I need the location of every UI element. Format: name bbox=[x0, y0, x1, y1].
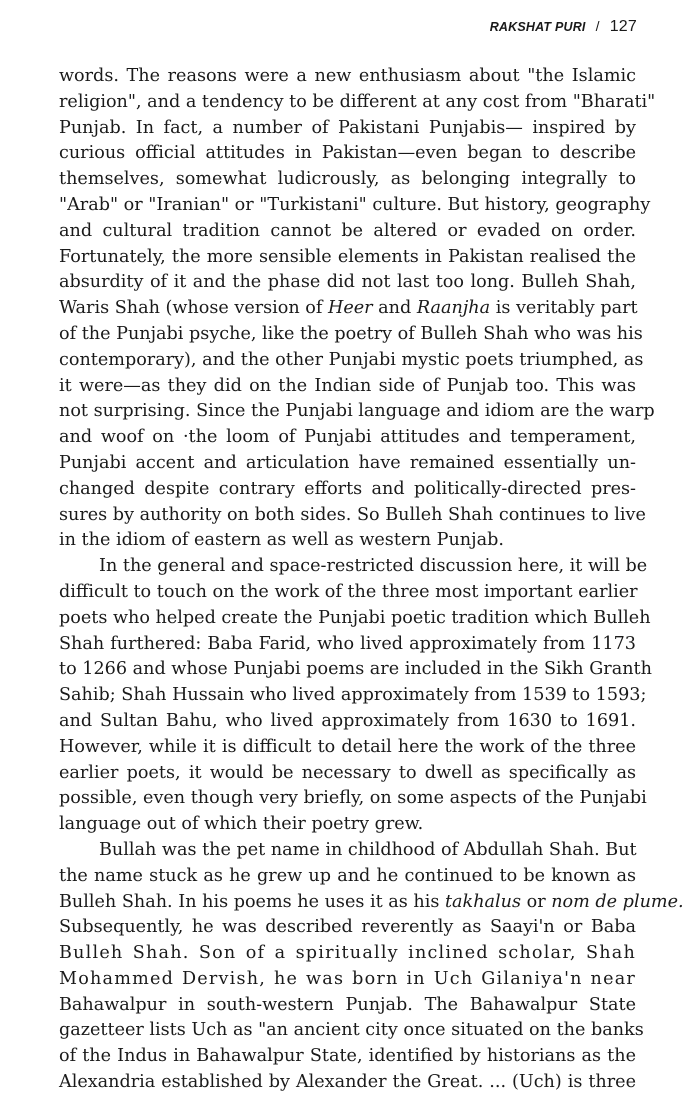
text-line: Alexandria established by Alexander the Great. ... (Uch) is three bbox=[59, 1072, 636, 1093]
text-line: religion", and a tendency to be different at any cost from "Bharati" bbox=[59, 91, 656, 112]
page-number: 127 bbox=[609, 18, 637, 35]
header-separator: / bbox=[595, 18, 600, 34]
paragraph bbox=[59, 554, 652, 838]
text-line: of the Indus in Bahawalpur State, identified by historians as the bbox=[59, 1046, 636, 1067]
text-line: Bulleh Shah. Son of a spiritually inclined scholar, Shah bbox=[59, 943, 636, 964]
text-line: and Sultan Bahu, who lived approximately from 1630 to 1691. bbox=[59, 710, 636, 731]
body-text bbox=[59, 64, 684, 1096]
running-title: RAKSHAT PURI bbox=[489, 20, 586, 34]
paragraph bbox=[59, 64, 656, 554]
text-line: and woof on ·the loom of Punjabi attitudes and temperament, bbox=[59, 427, 636, 448]
text-line: In the general and space-restricted discussion here, it will be bbox=[99, 556, 648, 577]
text-line: Subsequently, he was described reverently as Saayi'n or Baba bbox=[59, 917, 636, 938]
text-line: Waris Shah (whose version of Heer and Raanjha is veritably part bbox=[59, 298, 638, 319]
text-line: contemporary), and the other Punjabi mystic poets triumphed, as bbox=[59, 349, 644, 370]
text-line: Bullah was the pet name in childhood of Abdullah Shah. But bbox=[99, 839, 637, 860]
text-line: poets who helped create the Punjabi poetic tradition which Bulleh bbox=[59, 607, 651, 628]
text-line: Bahawalpur in south-western Punjab. The Bahawalpur State bbox=[59, 994, 636, 1015]
text-line: themselves, somewhat ludicrously, as belonging integrally to bbox=[59, 169, 636, 190]
text-line: However, while it is difficult to detail here the work of the three bbox=[59, 736, 636, 757]
text-line: language out of which their poetry grew. bbox=[59, 814, 424, 835]
text-line: Punjabi accent and articulation have remained essentially un- bbox=[59, 452, 636, 473]
text-line: not surprising. Since the Punjabi language and idiom are the warp bbox=[59, 401, 655, 422]
text-line: of the Punjabi psyche, like the poetry of Bulleh Shah who was his bbox=[59, 323, 643, 344]
text-line: absurdity of it and the phase did not last too long. Bulleh Shah, bbox=[59, 272, 636, 293]
text-line: possible, even though very briefly, on some aspects of the Punjabi bbox=[59, 788, 647, 809]
text-line: and cultural tradition cannot be altered or evaded on order. bbox=[59, 220, 636, 241]
text-line: Mohammed Dervish, he was born in Uch Gilaniya'n near bbox=[59, 968, 636, 989]
text-line: "Arab" or "Iranian" or "Turkistani" culture. But history, geography bbox=[59, 194, 651, 215]
text-line: words. The reasons were a new enthusiasm about "the Islamic bbox=[59, 66, 636, 86]
text-line: gazetteer lists Uch as "an ancient city once situated on the banks bbox=[59, 1020, 644, 1041]
text-line: the name stuck as he grew up and he continued to be known as bbox=[59, 865, 636, 886]
text-line: Punjab. In fact, a number of Pakistani Punjabis— inspired by bbox=[59, 117, 636, 138]
text-line: in the idiom of eastern as well as western Punjab. bbox=[59, 530, 504, 551]
text-line: difficult to touch on the work of the three most important earlier bbox=[59, 581, 638, 602]
text-line: to 1266 and whose Punjabi poems are included in the Sikh Granth bbox=[59, 659, 652, 680]
text-line: Fortunately, the more sensible elements in Pakistan realised the bbox=[59, 246, 636, 267]
text-line: changed despite contrary efforts and politically-directed pres- bbox=[59, 478, 636, 499]
text-line: it were—as they did on the Indian side of Punjab too. This was bbox=[59, 375, 636, 396]
text-line: Bulleh Shah. In his poems he uses it as his takhalus or nom de plume. bbox=[59, 891, 684, 912]
text-line: curious official attitudes in Pakistan—even began to describe bbox=[59, 143, 636, 164]
text-line: Sahib; Shah Hussain who lived approximately from 1539 to 1593; bbox=[59, 685, 647, 706]
text-line: sures by authority on both sides. So Bulleh Shah continues to live bbox=[59, 504, 646, 525]
text-line: Shah furthered: Baba Farid, who lived approximately from 1173 bbox=[59, 633, 636, 654]
paragraph bbox=[59, 838, 684, 1096]
text-line: earlier poets, it would be necessary to dwell as specifically as bbox=[59, 762, 636, 783]
running-header bbox=[490, 18, 637, 36]
